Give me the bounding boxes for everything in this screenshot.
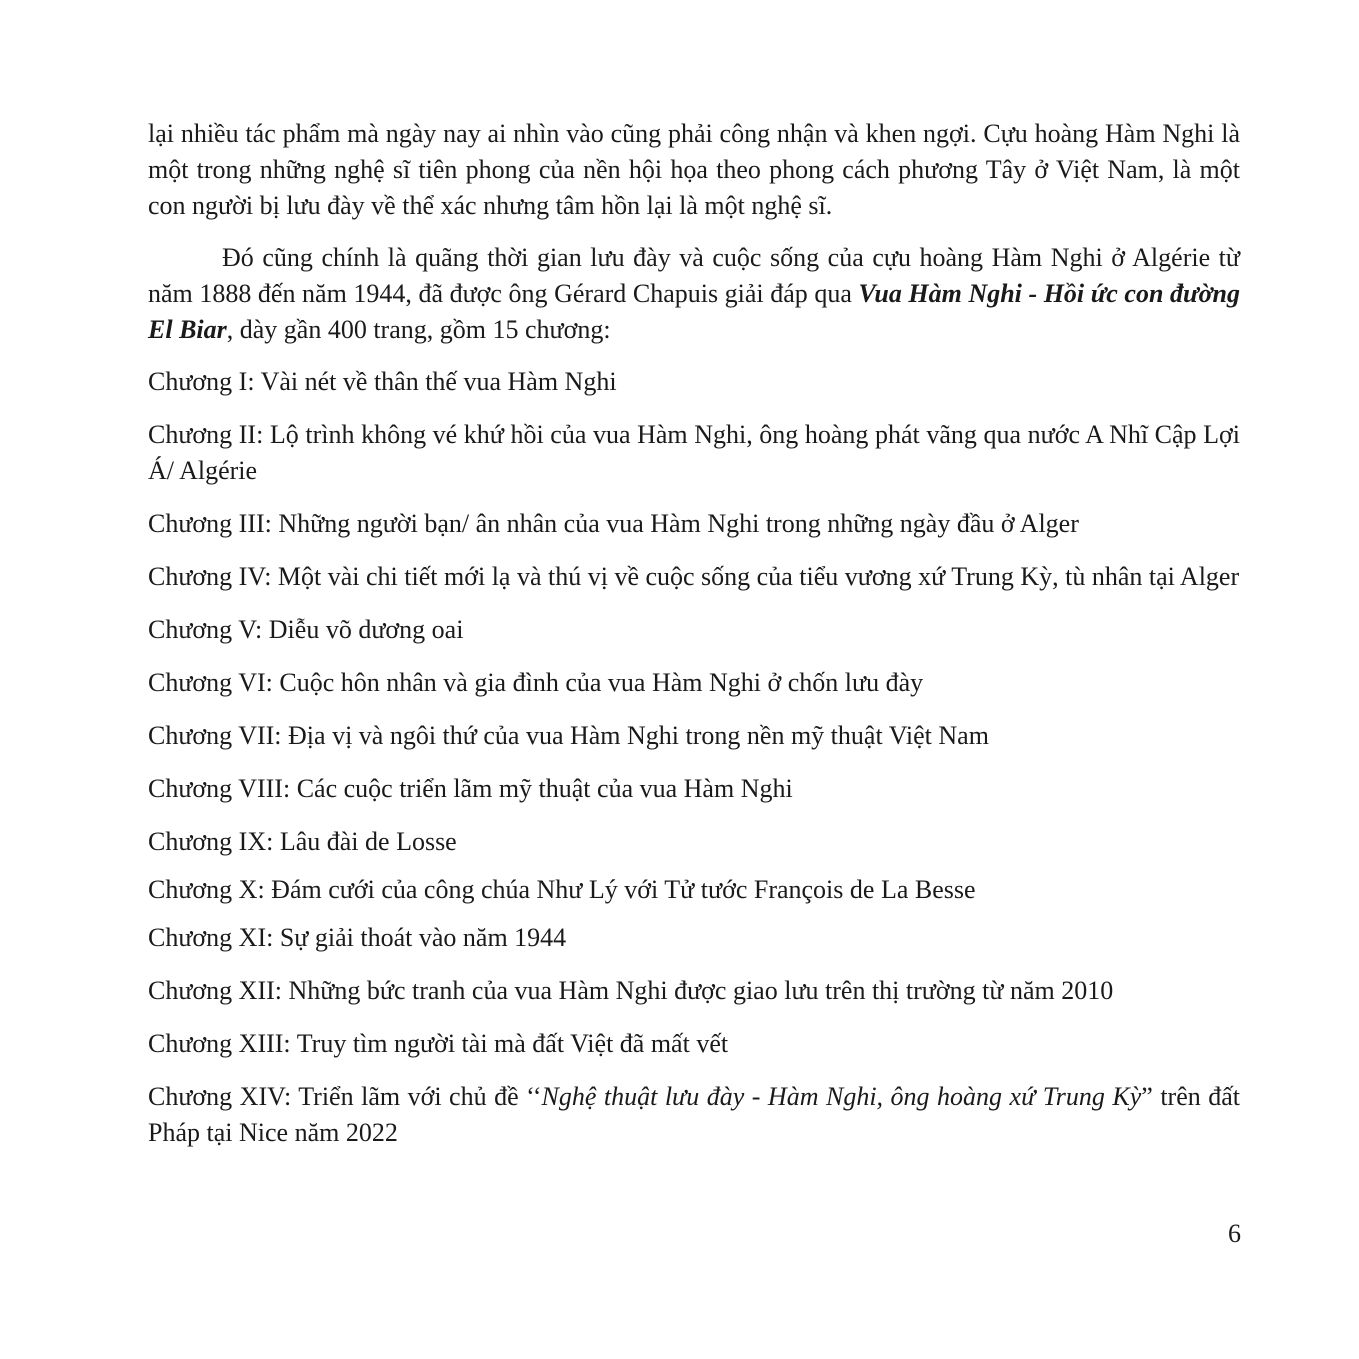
chapter-2: Chương II: Lộ trình không vé khứ hồi của vua Hàm Nghi, ông hoàng phát vãng qua nước A Nhĩ Cập Lợi Á/ Algérie [148, 420, 1240, 485]
chapter-8: Chương VIII: Các cuộc triển lãm mỹ thuật của vua Hàm Nghi [148, 774, 793, 803]
chapter-3: Chương III: Những người bạn/ ân nhân của vua Hàm Nghi trong những ngày đầu ở Alger [148, 509, 1079, 538]
chapter-13: Chương XIII: Truy tìm người tài mà đất Việt đã mất vết [148, 1029, 729, 1058]
chapter-5: Chương V: Diễu võ dương oai [148, 615, 464, 644]
intro-paragraph-2-tail: , dày gần 400 trang, gồm 15 chương: [226, 315, 611, 344]
page-body [148, 116, 1240, 1168]
page-number: 6 [1228, 1219, 1241, 1248]
chapter-10: Chương X: Đám cưới của công chúa Như Lý với Tử tước François de La Besse [148, 875, 976, 904]
chapter-9: Chương IX: Lâu đài de Losse [148, 827, 457, 856]
intro-paragraph-2 [148, 240, 1240, 348]
chapter-12: Chương XII: Những bức tranh của vua Hàm Nghi được giao lưu trên thị trường từ năm 2010 [148, 976, 1114, 1005]
exhibition-title: Nghệ thuật lưu đày - Hàm Nghi, ông hoàng xứ Trung Kỳ [541, 1082, 1142, 1111]
chapter-1: Chương I: Vài nét về thân thế vua Hàm Nghi [148, 367, 617, 396]
chapter-11: Chương XI: Sự giải thoát vào năm 1944 [148, 923, 567, 952]
chapter-14-lead: Chương XIV: Triển lãm với chủ đề ‘‘ [148, 1082, 542, 1111]
chapter-14-tail: ” trên đất Pháp tại Nice năm 2022 [148, 1082, 1240, 1147]
book-title: Vua Hàm Nghi - Hồi ức con đường El Biar [148, 279, 1240, 344]
chapter-7: Chương VII: Địa vị và ngôi thứ của vua Hàm Nghi trong nền mỹ thuật Việt Nam [148, 721, 989, 750]
intro-paragraph-2-text: Đó cũng chính là quãng thời gian lưu đày và cuộc sống của cựu hoàng Hàm Nghi ở Algérie từ năm 1888 đến năm 1944, đã được ông Gérard Chapuis giải đáp qua [148, 243, 1240, 308]
chapter-6: Chương VI: Cuộc hôn nhân và gia đình của vua Hàm Nghi ở chốn lưu đày [148, 668, 924, 697]
intro-paragraph-1: lại nhiều tác phẩm mà ngày nay ai nhìn vào cũng phải công nhận và khen ngợi. Cựu hoàng Hàm Nghi là một trong những nghệ sĩ tiên phong của nền hội họa theo phong cách phương Tây ở Việt Nam, là một con người bị lưu đày về thể xác nhưng tâm hồn lại là một nghệ sĩ. [148, 119, 1240, 220]
chapter-4: Chương IV: Một vài chi tiết mới lạ và thú vị về cuộc sống của tiểu vương xứ Trung Kỳ, tù nhân tại Alger [148, 562, 1240, 591]
chapter-14 [148, 1079, 1240, 1151]
